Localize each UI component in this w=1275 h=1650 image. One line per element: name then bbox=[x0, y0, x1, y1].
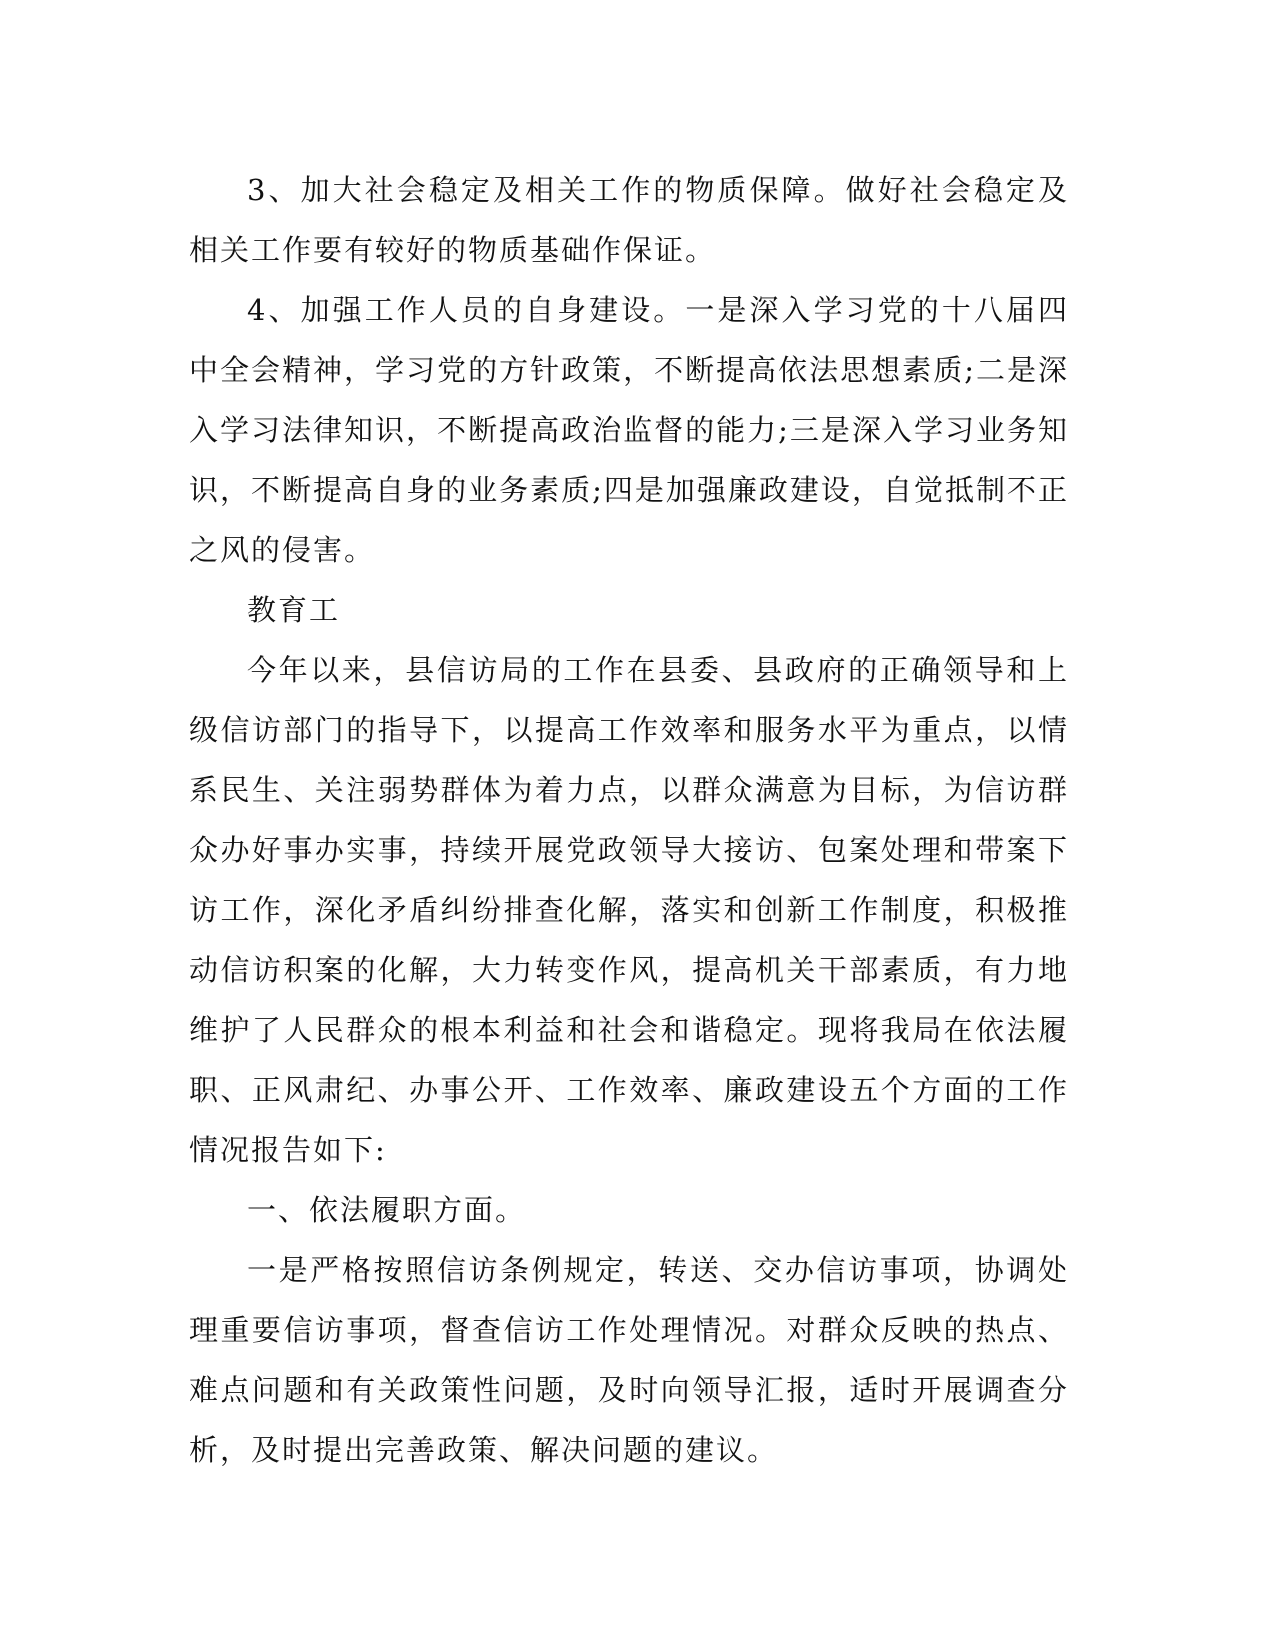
paragraph-lawful-duties-detail: 一是严格按照信访条例规定，转送、交办信访事项，协调处理重要信访事项，督查信访工作处理情况。对群众反映的热点、难点问题和有关政策性问题，及时向领导汇报，适时开展调查分析，及时提出完善政策、解决问题的建议。 bbox=[189, 1253, 1069, 1467]
paragraph-material-guarantee: 3、加大社会稳定及相关工作的物质保障。做好社会稳定及相关工作要有较好的物质基础作保证。 bbox=[189, 173, 1069, 267]
paragraph-annual-report-intro: 今年以来，县信访局的工作在县委、县政府的正确领导和上级信访部门的指导下，以提高工作效率和服务水平为重点，以情系民生、关注弱势群体为着力点，以群众满意为目标，为信访群众办好事办实事，持续开展党政领导大接访、包案处理和带案下访工作，深化矛盾纠纷排查化解，落实和创新工作制度，积极推动信访积案的化解，大力转变作风，提高机关干部素质，有力地维护了人民群众的根本利益和社会和谐稳定。现将我局在依法履职、正风肃纪、办事公开、工作效率、廉政建设五个方面的工作情况报告如下: bbox=[189, 653, 1069, 1167]
paragraph-education-heading: 教育工 bbox=[247, 593, 341, 627]
section-heading-lawful-duties: 一、依法履职方面。 bbox=[247, 1193, 527, 1227]
paragraph-staff-self-building: 4、加强工作人员的自身建设。一是深入学习党的十八届四中全会精神，学习党的方针政策，不断提高依法思想素质;二是深入学习法律知识，不断提高政治监督的能力;三是深入学习业务知识，不断提高自身的业务素质;四是加强廉政建设，自觉抵制不正之风的侵害。 bbox=[189, 293, 1069, 567]
document-body bbox=[189, 160, 1069, 1480]
